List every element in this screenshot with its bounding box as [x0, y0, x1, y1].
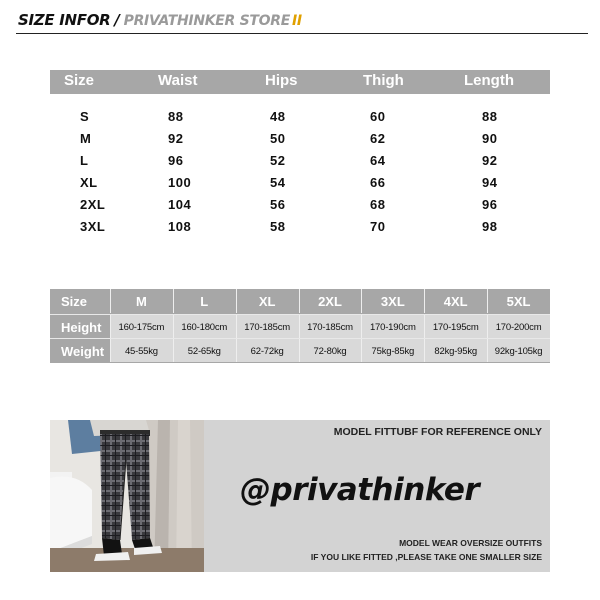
fit-guide-size-cell: 2XL [318, 294, 342, 309]
column-divider [487, 315, 488, 338]
cell-size: XL [80, 175, 98, 190]
column-divider [361, 315, 362, 338]
fit-guide-height-cell: 170-185cm [299, 315, 362, 338]
header-slash: / [114, 11, 120, 29]
col-header-length: Length [464, 72, 514, 89]
cell-hips: 52 [270, 153, 286, 168]
column-divider [424, 289, 425, 313]
column-divider [361, 339, 362, 362]
fit-guide-size-cell: XL [258, 294, 276, 309]
fit-guide-height-cell: 160-180cm [173, 315, 236, 338]
fit-guide-weight-cell: 45-55kg [110, 339, 173, 362]
cell-size: S [80, 109, 90, 124]
measurement-table-header [50, 70, 550, 94]
cell-waist: 100 [168, 175, 192, 190]
measurement-row [50, 108, 550, 130]
fit-guide-weight-label: Weight [61, 344, 105, 359]
col-header-waist: Waist [158, 72, 198, 89]
column-divider [173, 315, 174, 338]
fit-guide-weight-cell: 52-65kg [173, 339, 236, 362]
column-divider [173, 339, 174, 362]
fit-guide-weight-row [50, 338, 550, 362]
column-divider [299, 289, 300, 313]
model-banner [50, 420, 550, 572]
column-divider [424, 315, 425, 338]
fit-guide-weight-cell: 75kg-85kg [361, 339, 424, 362]
cell-size: 2XL [80, 197, 106, 212]
cell-thigh: 60 [370, 109, 386, 124]
column-divider [299, 315, 300, 338]
banner-note-oversize: MODEL WEAR OVERSIZE OUTFITS [399, 538, 542, 548]
cell-length: 90 [482, 131, 498, 146]
fit-guide-size-cell: 4XL [443, 294, 468, 309]
cell-hips: 54 [270, 175, 286, 190]
measurement-row [50, 152, 550, 174]
fit-guide-weight-cell: 72-80kg [299, 339, 362, 362]
cell-thigh: 68 [370, 197, 386, 212]
cell-size: 3XL [80, 219, 106, 234]
model-photo [50, 420, 204, 572]
cell-waist: 108 [168, 219, 192, 234]
cell-waist: 92 [168, 131, 184, 146]
column-divider [487, 339, 488, 362]
cell-length: 88 [482, 109, 498, 124]
column-divider [110, 339, 111, 362]
fit-guide-weight-cell: 82kg-95kg [424, 339, 487, 362]
fit-guide-size-cell: M [136, 294, 147, 309]
column-divider [236, 289, 237, 313]
fit-guide-size-cell: 3XL [380, 294, 405, 309]
fit-guide-size-label: Size [61, 294, 88, 309]
column-divider [110, 315, 111, 338]
column-divider [424, 339, 425, 362]
header-main-text: SIZE INFOR [18, 11, 111, 29]
cell-hips: 56 [270, 197, 286, 212]
fit-guide-height-cell: 170-200cm [487, 315, 550, 338]
column-divider [236, 315, 237, 338]
header-store-name: PRIVATHINKER STORE [123, 13, 290, 29]
fit-guide-size-cell: 5XL [506, 294, 531, 309]
fit-guide-table [50, 289, 550, 363]
header-accent-bars: II [291, 13, 302, 29]
fit-guide-height-cell: 170-190cm [361, 315, 424, 338]
header-title [18, 11, 302, 29]
banner-note-smaller-size: IF YOU LIKE FITTED ,PLEASE TAKE ONE SMALLER SIZE [310, 552, 542, 562]
cell-waist: 88 [168, 109, 184, 124]
column-divider [173, 289, 174, 313]
fit-guide-size-cell: L [200, 294, 209, 309]
cell-hips: 50 [270, 131, 286, 146]
cell-length: 92 [482, 153, 498, 168]
cell-thigh: 66 [370, 175, 386, 190]
col-header-thigh: Thigh [363, 72, 404, 89]
col-header-size: Size [64, 72, 95, 89]
cell-thigh: 62 [370, 131, 386, 146]
fit-guide-height-cell: 170-185cm [236, 315, 299, 338]
cell-thigh: 70 [370, 219, 386, 234]
cell-thigh: 64 [370, 153, 386, 168]
measurement-row [50, 218, 550, 240]
column-divider [299, 339, 300, 362]
column-divider [487, 289, 488, 313]
cell-length: 96 [482, 197, 498, 212]
cell-waist: 96 [168, 153, 184, 168]
fit-guide-size-row [50, 289, 550, 313]
fit-guide-height-row [50, 314, 550, 338]
measurement-row [50, 174, 550, 196]
cell-waist: 104 [168, 197, 192, 212]
fit-guide-height-label: Height [61, 320, 102, 335]
cell-size: L [80, 153, 89, 168]
measurement-row [50, 196, 550, 218]
column-divider [361, 289, 362, 313]
fit-guide-weight-cell: 62-72kg [236, 339, 299, 362]
fit-guide-height-cell: 170-195cm [424, 315, 487, 338]
column-divider [110, 289, 111, 313]
col-header-hips: Hips [265, 72, 298, 89]
fit-guide-weight-cell: 92kg-105kg [487, 339, 550, 362]
cell-hips: 58 [270, 219, 286, 234]
banner-title: MODEL FITTUBF FOR REFERENCE ONLY [333, 426, 542, 438]
brand-handle: @privathinker [240, 472, 480, 508]
column-divider [236, 339, 237, 362]
measurement-row [50, 130, 550, 152]
fit-guide-height-cell: 160-175cm [110, 315, 173, 338]
cell-length: 98 [482, 219, 498, 234]
cell-size: M [80, 131, 92, 146]
cell-hips: 48 [270, 109, 286, 124]
cell-length: 94 [482, 175, 498, 190]
page-header [16, 10, 588, 34]
model-photo-illustration [50, 420, 204, 572]
